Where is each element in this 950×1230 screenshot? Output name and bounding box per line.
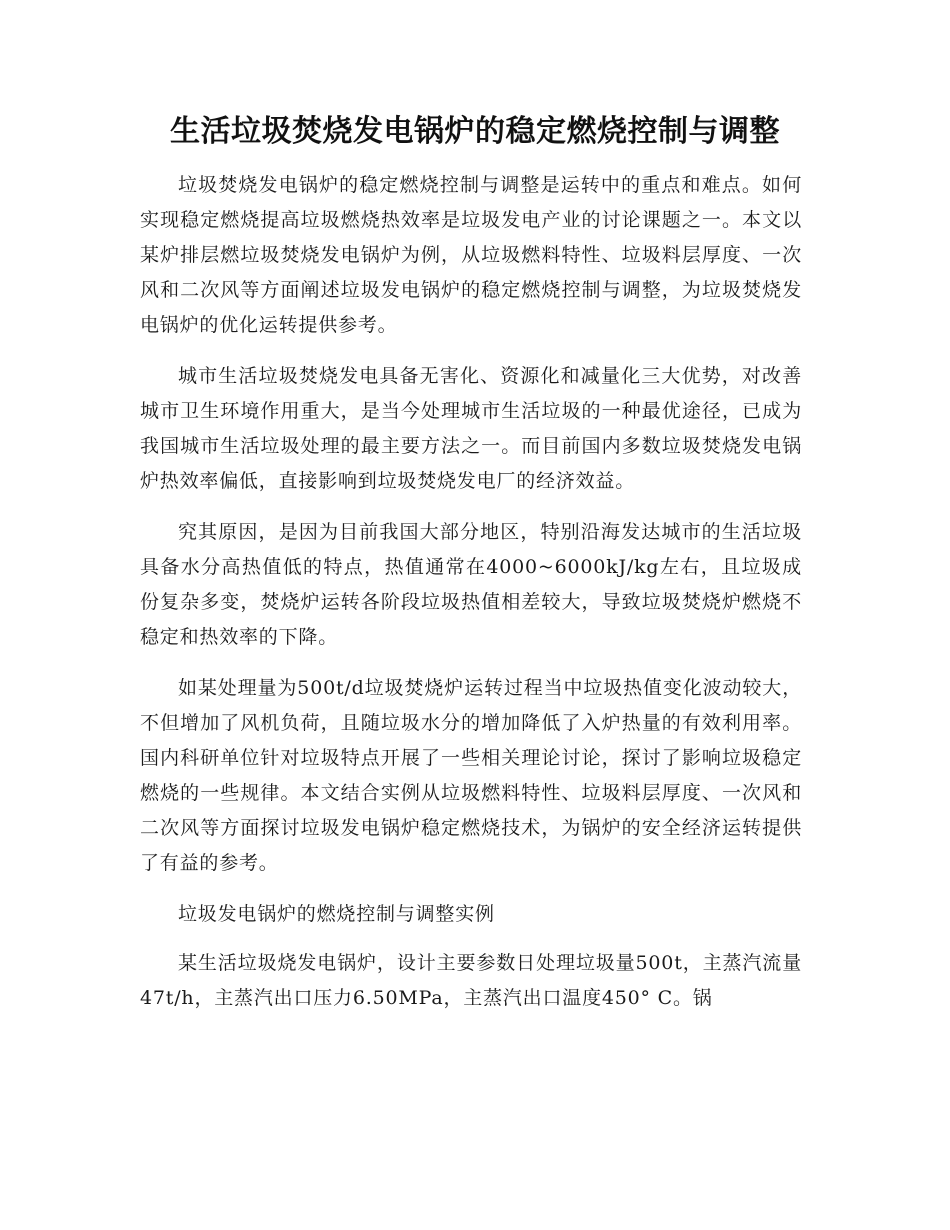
paragraph-abstract: 垃圾焚烧发电锅炉的稳定燃烧控制与调整是运转中的重点和难点。如何实现稳定燃烧提高垃圾燃烧热效率是垃圾发电产业的讨论课题之一。本文以某炉排层燃垃圾焚烧发电锅炉为例，从垃圾燃料特性、垃圾料层厚度、一次风和二次风等方面阐述垃圾发电锅炉的稳定燃烧控制与调整，为垃圾焚烧发电锅炉的优化运转提供参考。	[140, 174, 802, 336]
section-heading: 垃圾发电锅炉的燃烧控制与调整实例	[178, 903, 495, 925]
paragraph-background: 城市生活垃圾焚烧发电具备无害化、资源化和减量化三大优势，对改善城市卫生环境作用重大，是当今处理城市生活垃圾的一种最优途径，已成为我国城市生活垃圾处理的最主要方法之一。而目前国内多数垃圾焚烧发电锅炉热效率偏低，直接影响到垃圾焚烧发电厂的经济效益。	[140, 365, 802, 492]
document-title: 生活垃圾焚烧发电锅炉的稳定燃烧控制与调整	[170, 114, 780, 149]
paragraph-causes: 究其原因，是因为目前我国大部分地区，特别沿海发达城市的生活垃圾具备水分高热值低的特点，热值通常在4000~6000kJ/kg左右，且垃圾成份复杂多变，焚烧炉运转各阶段垃圾热值相差较大，导致垃圾焚烧炉燃烧不稳定和热效率的下降。	[140, 521, 802, 648]
document-body	[140, 168, 802, 1032]
paragraph-example-intro: 如某处理量为500t/d垃圾焚烧炉运转过程当中垃圾热值变化波动较大，不但增加了风机负荷，且随垃圾水分的增加降低了入炉热量的有效利用率。国内科研单位针对垃圾特点开展了一些相关理论讨论，探讨了影响垃圾稳定燃烧的一些规律。本文结合实例从垃圾燃料特性、垃圾料层厚度、一次风和二次风等方面探讨垃圾发电锅炉稳定燃烧技术，为锅炉的安全经济运转提供了有益的参考。	[140, 677, 802, 874]
paragraph-boiler-parameters: 某生活垃圾烧发电锅炉，设计主要参数日处理垃圾量500t，主蒸汽流量47t/h，主蒸汽出口压力6.50MPa，主蒸汽出口温度450° C。锅	[140, 952, 802, 1009]
